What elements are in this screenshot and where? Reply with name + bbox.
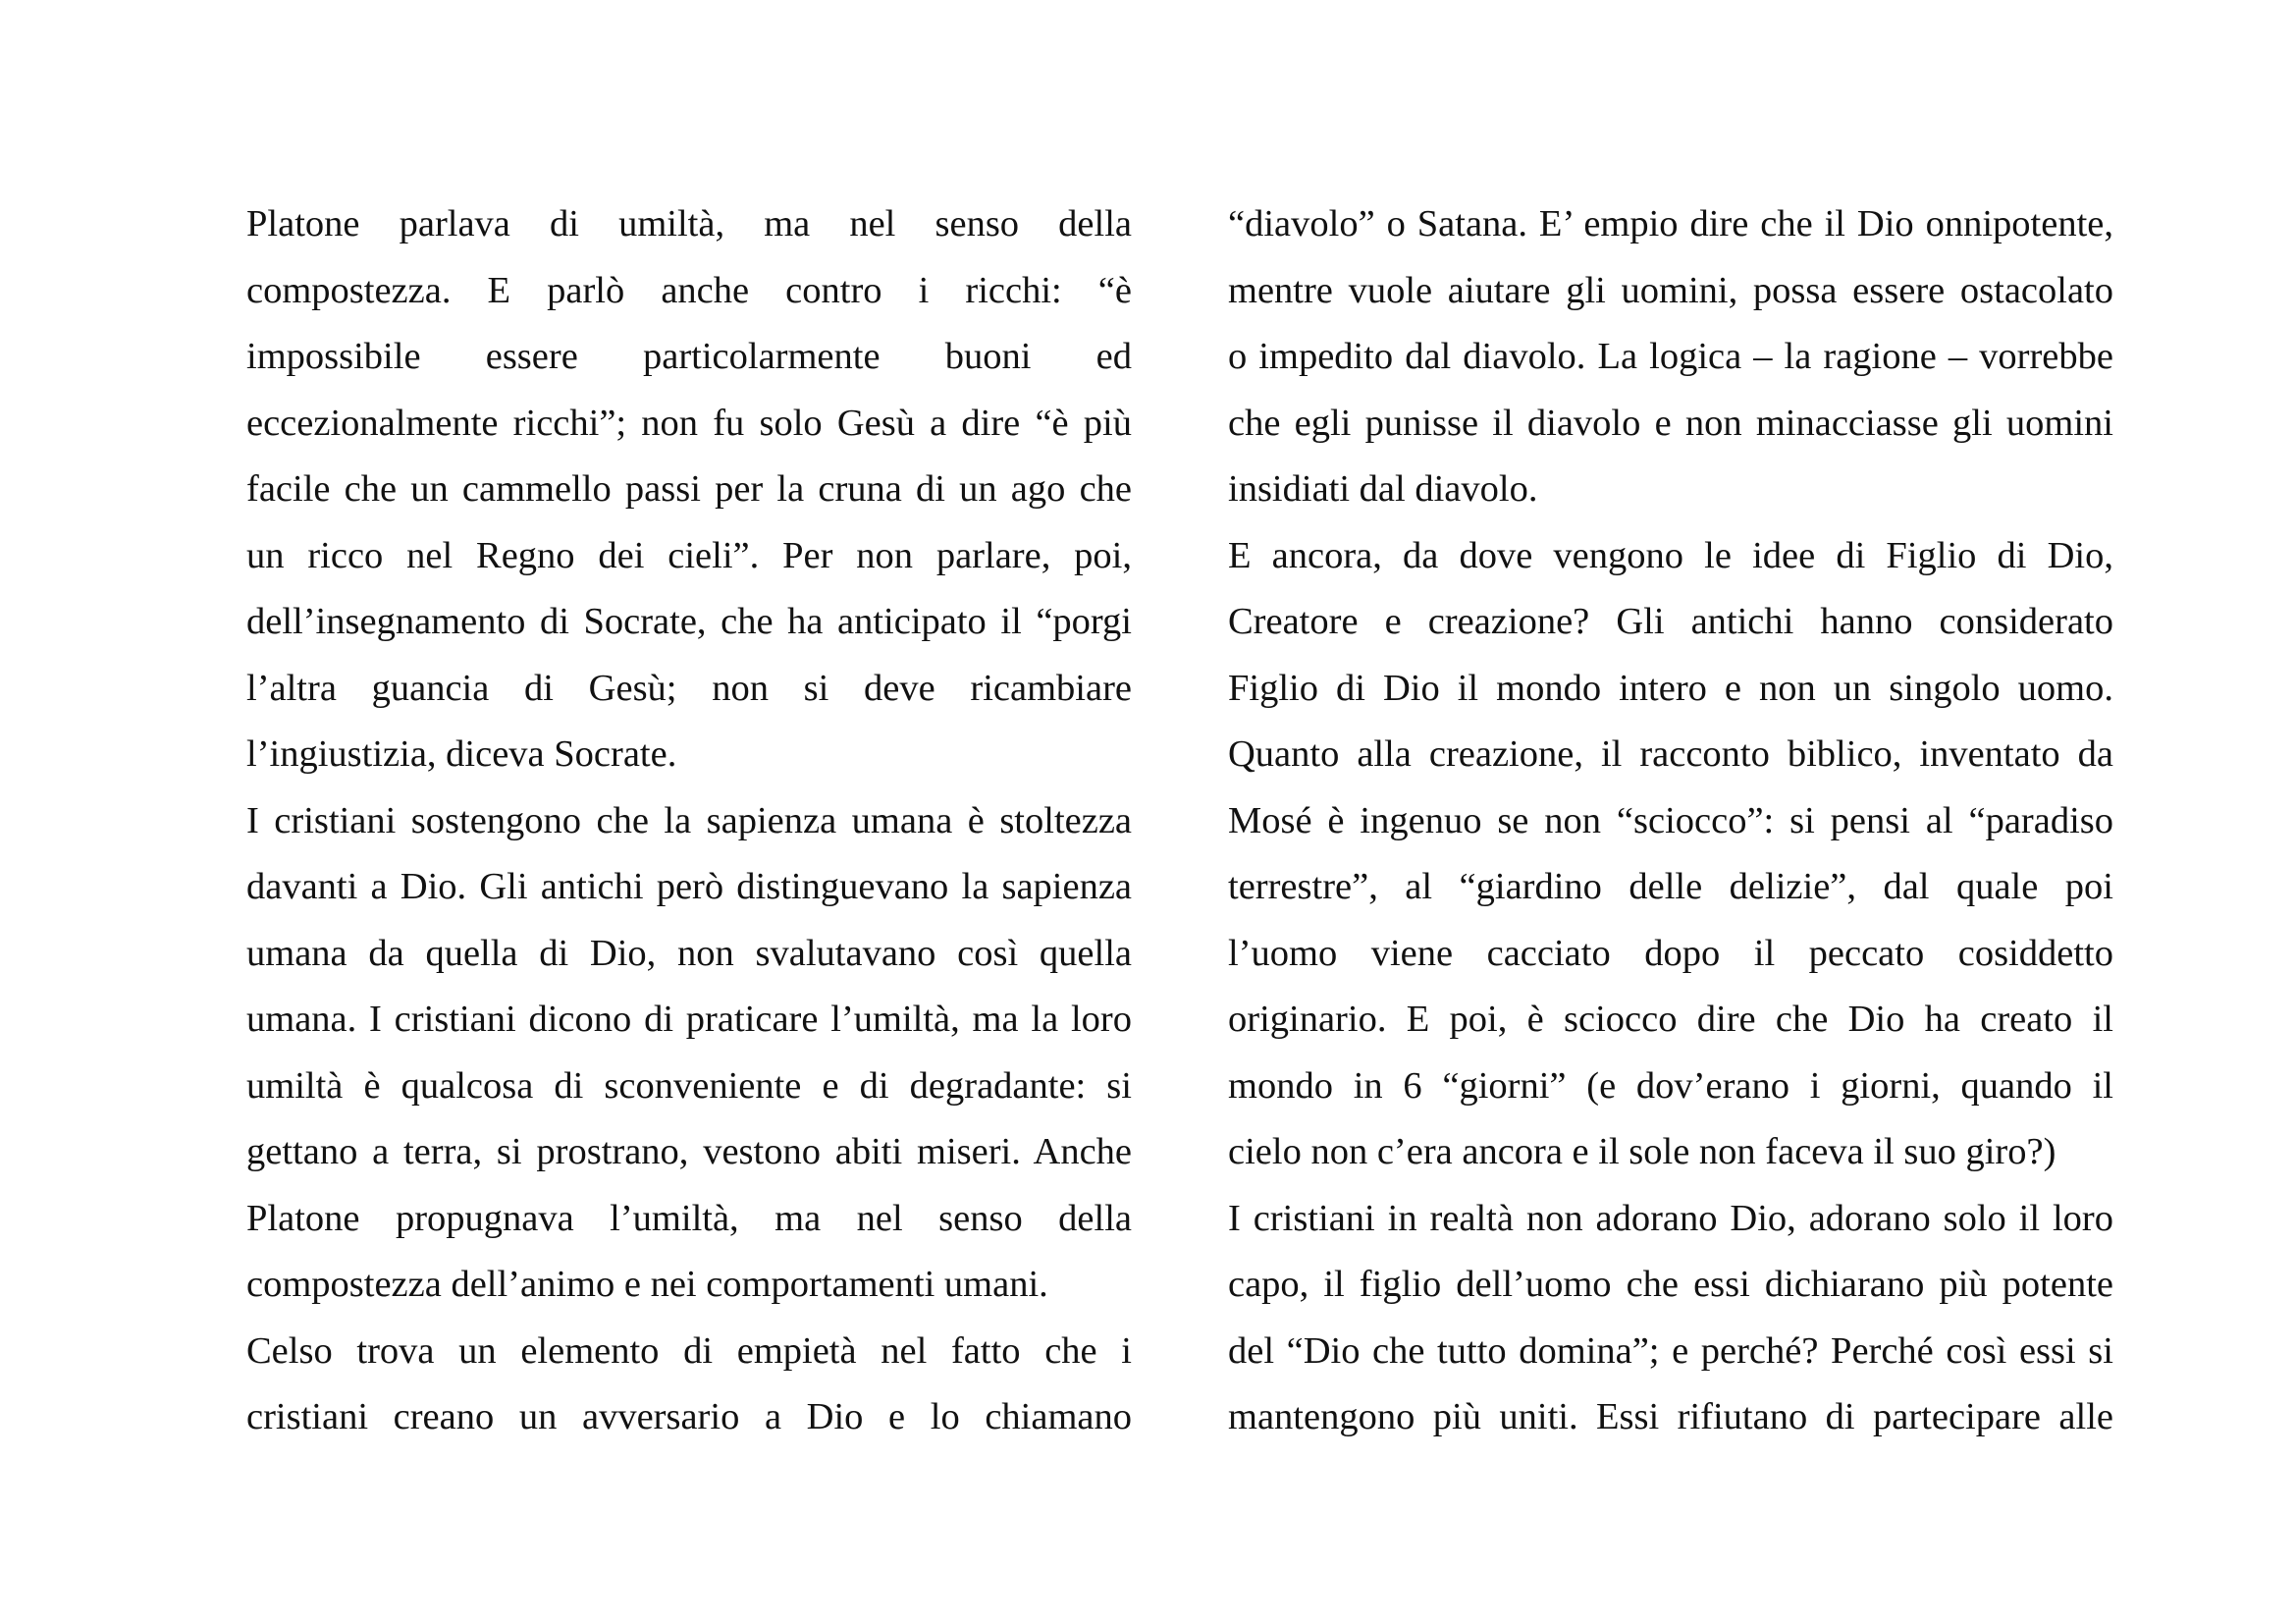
- text-line: che egli punisse il diavolo e non minacciasse gli uomini: [1228, 402, 2113, 444]
- text-line: un ricco nel Regno dei cieli”. Per non parlare, poi,: [246, 534, 1132, 576]
- text-line: del “Dio che tutto domina”; e perché? Perché così essi si: [1228, 1329, 2113, 1372]
- left-text-column: [246, 191, 1132, 1451]
- text-line: compostezza dell’animo e nei comportamenti umani.: [246, 1264, 1048, 1305]
- text-line: eccezionalmente ricchi”; non fu solo Gesù a dire “è più: [246, 402, 1132, 444]
- text-line: gettano a terra, si prostrano, vestono abiti miseri. Anche: [246, 1131, 1132, 1172]
- text-line: terrestre”, al “giardino delle delizie”, dal quale poi: [1228, 866, 2113, 907]
- text-line: Platone propugnava l’umiltà, ma nel senso della: [246, 1197, 1132, 1239]
- text-line: cielo non c’era ancora e il sole non faceva il suo giro?): [1228, 1131, 2056, 1172]
- paragraph-cristiani-adorano: [1228, 1186, 2113, 1451]
- text-line: cristiani creano un avversario a Dio e lo chiamano: [246, 1396, 1132, 1437]
- text-line: Figlio di Dio il mondo intero e non un singolo uomo.: [1228, 667, 2113, 709]
- text-line: mondo in 6 “giorni” (e dov’erano i giorni, quando il: [1228, 1064, 2113, 1107]
- text-line: Mosé è ingenuo se non “sciocco”: si pensi al “paradiso: [1228, 799, 2113, 841]
- text-line: originario. E poi, è sciocco dire che Dio ha creato il: [1228, 999, 2113, 1040]
- text-line: dell’insegnamento di Socrate, che ha anticipato il “porgi: [246, 601, 1132, 642]
- text-line: umana da quella di Dio, non svalutavano così quella: [246, 932, 1132, 974]
- text-line: umana. I cristiani dicono di praticare l’umiltà, ma la loro: [246, 999, 1132, 1040]
- text-line: Quanto alla creazione, il racconto biblico, inventato da: [1228, 733, 2113, 775]
- text-line: mantengono più uniti. Essi rifiutano di partecipare alle: [1228, 1396, 2113, 1437]
- text-line: insidiati dal diavolo.: [1228, 468, 1538, 510]
- text-line: Platone parlava di umiltà, ma nel senso della: [246, 203, 1132, 244]
- text-line: Celso trova un elemento di empietà nel fatto che i: [246, 1329, 1132, 1372]
- text-line: umiltà è qualcosa di sconveniente e di degradante: si: [246, 1064, 1132, 1107]
- paragraph-figlio-di-dio: [1228, 523, 2113, 1186]
- text-line: facile che un cammello passi per la cruna di un ago che: [246, 468, 1132, 510]
- text-line: davanti a Dio. Gli antichi però distinguevano la sapienza: [246, 866, 1132, 907]
- paragraph-celso-empieta: [246, 1319, 1132, 1451]
- text-line: E ancora, da dove vengono le idee di Figlio di Dio,: [1228, 534, 2113, 576]
- right-text-column: [1228, 191, 2113, 1451]
- text-line: capo, il figlio dell’uomo che essi dichiarano più potente: [1228, 1264, 2113, 1305]
- paragraph-diavolo-satana: [1228, 191, 2113, 523]
- text-line: impossibile essere particolarmente buoni ed: [246, 336, 1132, 377]
- text-line: “diavolo” o Satana. E’ empio dire che il Dio onnipotente,: [1228, 203, 2113, 244]
- text-line: compostezza. E parlò anche contro i ricchi: “è: [246, 269, 1132, 311]
- paragraph-platone-umilta: [246, 191, 1132, 788]
- text-line: l’altra guancia di Gesù; non si deve ricambiare: [246, 667, 1132, 709]
- text-line: Creatore e creazione? Gli antichi hanno considerato: [1228, 601, 2113, 642]
- text-line: o impedito dal diavolo. La logica – la ragione – vorrebbe: [1228, 336, 2113, 377]
- text-line: l’ingiustizia, diceva Socrate.: [246, 733, 677, 775]
- text-line: l’uomo viene cacciato dopo il peccato cosiddetto: [1228, 932, 2113, 974]
- text-line: I cristiani sostengono che la sapienza umana è stoltezza: [246, 799, 1132, 841]
- text-line: I cristiani in realtà non adorano Dio, adorano solo il loro: [1228, 1197, 2113, 1239]
- paragraph-sapienza-umana: [246, 788, 1132, 1319]
- text-line: mentre vuole aiutare gli uomini, possa essere ostacolato: [1228, 269, 2113, 311]
